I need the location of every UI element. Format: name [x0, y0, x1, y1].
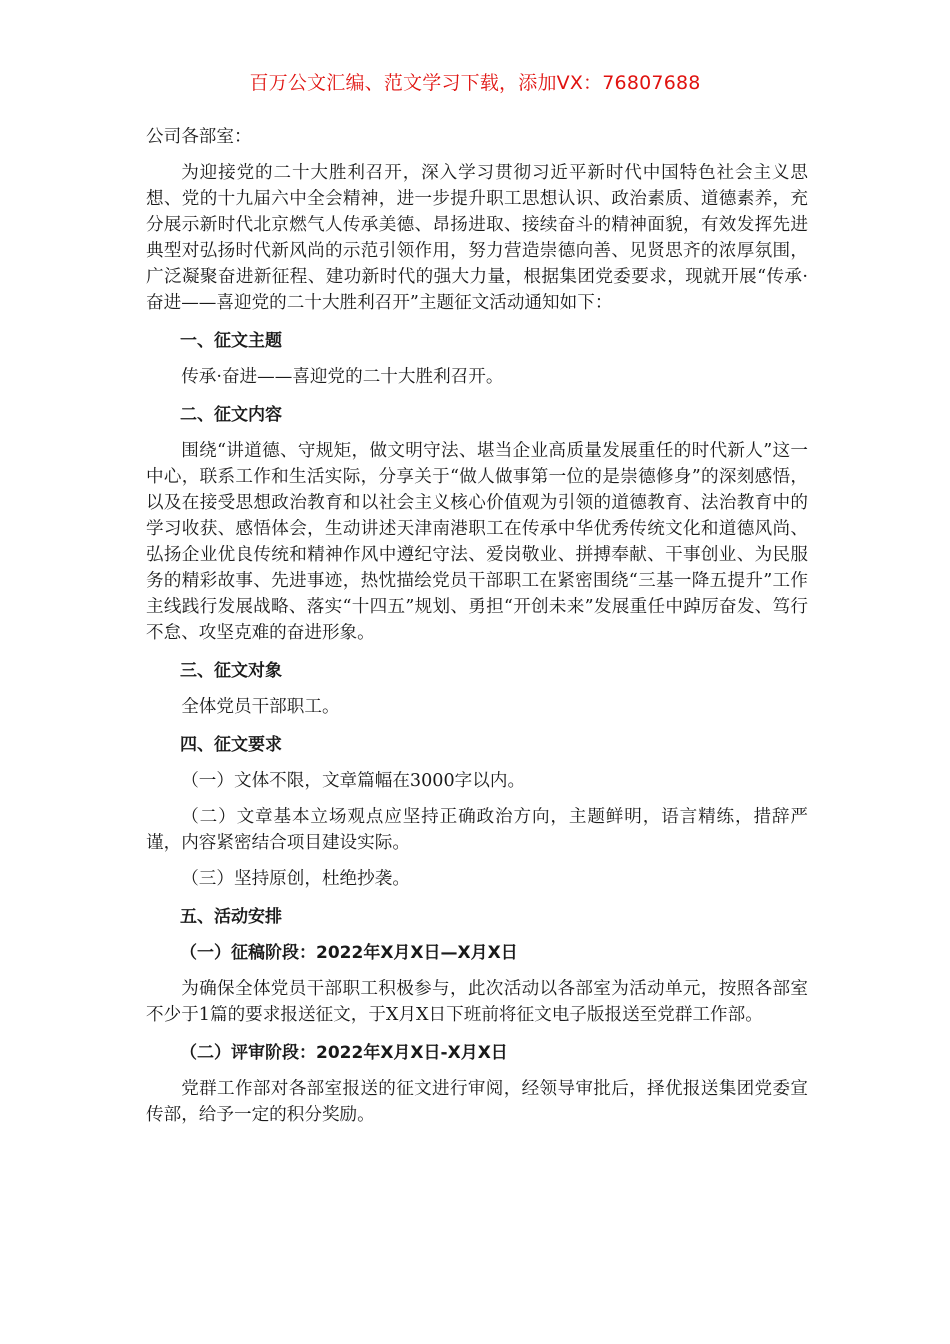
section-3-text: 全体党员干部职工。: [181, 697, 340, 717]
section-5-title: 五、活动安排: [180, 907, 282, 927]
stage-1-text: 为确保全体党员干部职工积极参与，此次活动以各部室为活动单元，按照各部室不少于1篇的要求报送征文，于X月X日下班前将征文电子版报送至党群工作部。: [146, 979, 808, 1025]
requirement-item-3: （三）坚持原创，杜绝抄袭。: [181, 869, 410, 889]
intro-paragraph: 为迎接党的二十大胜利召开，深入学习贯彻习近平新时代中国特色社会主义思想、党的十九届六中全会精神，进一步提升职工思想认识、政治素质、道德素养，充分展示新时代北京燃气人传承美德、昂扬进取、接续奋斗的精神面貌，有效发挥先进典型对弘扬时代新风尚的示范引领作用，努力营造崇德向善、见贤思齐的浓厚氛围，广泛凝聚奋进新征程、建功新时代的强大力量，根据集团党委要求，现就开展“传承·奋进——喜迎党的二十大胜利召开”主题征文活动通知如下：: [146, 163, 808, 313]
requirement-item-2: （二）文章基本立场观点应坚持正确政治方向，主题鲜明，语言精练，措辞严谨，内容紧密结合项目建设实际。: [146, 807, 808, 853]
stage-1-title: （一）征稿阶段：2022年X月X日—X月X日: [180, 943, 518, 963]
section-1-title: 一、征文主题: [180, 331, 282, 351]
watermark-banner: 百万公文汇编、范文学习下载，添加VX：76807688: [249, 72, 701, 94]
stage-2-text: 党群工作部对各部室报送的征文进行审阅，经领导审批后，择优报送集团党委宣传部，给予一定的积分奖励。: [146, 1079, 808, 1125]
stage-2-title: （二）评审阶段：2022年X月X日-X月X日: [180, 1043, 508, 1063]
section-4-title: 四、征文要求: [180, 735, 282, 755]
requirement-item-1: （一）文体不限，文章篇幅在3000字以内。: [181, 771, 526, 791]
section-2-text: 围绕“讲道德、守规矩，做文明守法、堪当企业高质量发展重任的时代新人”这一中心，联系工作和生活实际，分享关于“做人做事第一位的是崇德修身”的深刻感悟，以及在接受思想政治教育和以社会主义核心价值观为引领的道德教育、法治教育中的学习收获、感悟体会，生动讲述天津南港职工在传承中华优秀传统文化和道德风尚、弘扬企业优良传统和精神作风中遵纪守法、爱岗敬业、拼搏奉献、干事创业、为民服务的精彩故事、先进事迹，热忱描绘党员干部职工在紧密围绕“三基一降五提升”工作主线践行发展战略、落实“十四五”规划、勇担“开创未来”发展重任中踔厉奋发、笃行不怠、攻坚克难的奋进形象。: [146, 441, 808, 643]
document-body: [146, 124, 808, 1128]
section-1-text: 传承·奋进——喜迎党的二十大胜利召开。: [181, 367, 504, 387]
section-3-title: 三、征文对象: [180, 661, 282, 681]
salutation: 公司各部室：: [146, 127, 252, 147]
section-2-title: 二、征文内容: [180, 405, 282, 425]
